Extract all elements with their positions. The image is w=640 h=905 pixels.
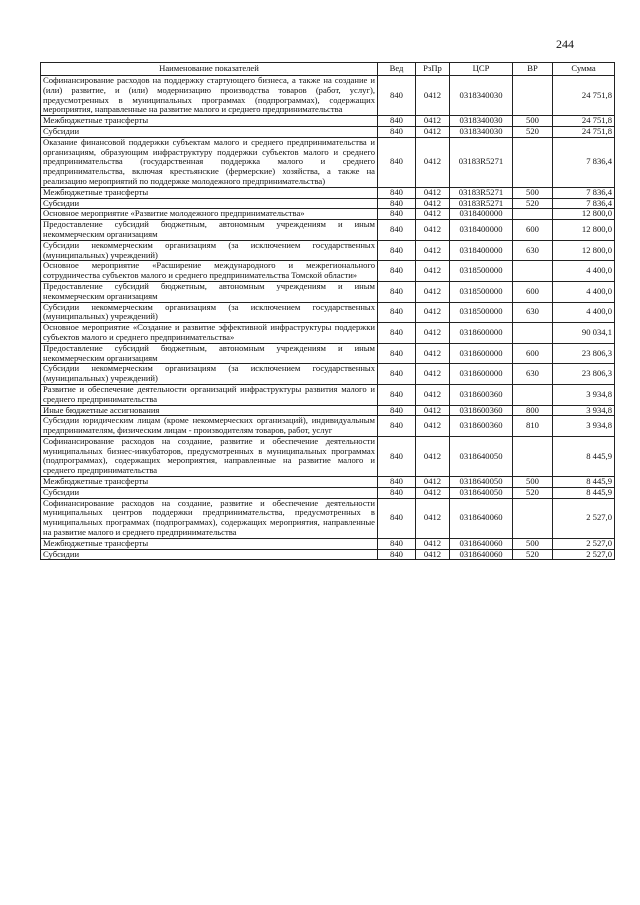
row-sum-cell: 7 836,4 xyxy=(553,187,615,198)
row-vr-cell: 500 xyxy=(513,187,553,198)
row-csr-cell: 0318340030 xyxy=(450,76,513,116)
row-csr-cell: 0318340030 xyxy=(450,126,513,137)
table-row xyxy=(41,76,615,116)
row-rzpr-cell: 0412 xyxy=(416,198,450,209)
row-csr-cell: 0318600360 xyxy=(450,405,513,416)
row-ved-cell: 840 xyxy=(378,384,416,405)
row-rzpr-cell: 0412 xyxy=(416,405,450,416)
row-name-cell: Субсидии юридическим лицам (кроме некоммерческих организаций), индивидуальным предпринимателям, физическим лицам - производителям товаров, работ, услуг xyxy=(41,416,378,437)
row-rzpr-cell: 0412 xyxy=(416,364,450,385)
row-name-cell: Основное мероприятие «Развитие молодежного предпринимательства» xyxy=(41,209,378,220)
table-row xyxy=(41,343,615,364)
row-ved-cell: 840 xyxy=(378,477,416,488)
row-ved-cell: 840 xyxy=(378,126,416,137)
row-ved-cell: 840 xyxy=(378,220,416,241)
row-sum-cell: 8 445,9 xyxy=(553,477,615,488)
row-sum-cell: 4 400,0 xyxy=(553,261,615,282)
row-csr-cell: 0318400000 xyxy=(450,220,513,241)
row-vr-cell xyxy=(513,323,553,344)
row-ved-cell: 840 xyxy=(378,436,416,476)
row-sum-cell: 3 934,8 xyxy=(553,384,615,405)
row-name-cell: Субсидии некоммерческим организациям (за исключением государственных (муниципальных) учреждений) xyxy=(41,240,378,261)
row-vr-cell: 600 xyxy=(513,343,553,364)
row-sum-cell: 8 445,9 xyxy=(553,487,615,498)
table-row xyxy=(41,416,615,437)
table-row xyxy=(41,323,615,344)
row-name-cell: Субсидии xyxy=(41,126,378,137)
table-row xyxy=(41,538,615,549)
row-sum-cell: 2 527,0 xyxy=(553,538,615,549)
row-rzpr-cell: 0412 xyxy=(416,116,450,127)
row-csr-cell: 0318640060 xyxy=(450,549,513,560)
page-number: 244 xyxy=(556,37,574,51)
row-vr-cell: 630 xyxy=(513,240,553,261)
row-vr-cell: 600 xyxy=(513,220,553,241)
row-ved-cell: 840 xyxy=(378,538,416,549)
row-rzpr-cell: 0412 xyxy=(416,384,450,405)
row-name-cell: Межбюджетные трансферты xyxy=(41,116,378,127)
row-name-cell: Предоставление субсидий бюджетным, автономным учреждениям и иным некоммерческим организациям xyxy=(41,281,378,302)
row-rzpr-cell: 0412 xyxy=(416,416,450,437)
table-row xyxy=(41,384,615,405)
table-row xyxy=(41,187,615,198)
row-name-cell: Субсидии некоммерческим организациям (за исключением государственных (муниципальных) учреждений) xyxy=(41,302,378,323)
row-sum-cell: 12 800,0 xyxy=(553,240,615,261)
row-sum-cell: 90 034,1 xyxy=(553,323,615,344)
row-vr-cell: 600 xyxy=(513,281,553,302)
row-sum-cell: 24 751,8 xyxy=(553,116,615,127)
table-row xyxy=(41,209,615,220)
row-rzpr-cell: 0412 xyxy=(416,498,450,538)
row-name-cell: Межбюджетные трансферты xyxy=(41,477,378,488)
row-sum-cell: 23 806,3 xyxy=(553,343,615,364)
row-ved-cell: 840 xyxy=(378,198,416,209)
table-row xyxy=(41,364,615,385)
row-name-cell: Иные бюджетные ассигнования xyxy=(41,405,378,416)
row-name-cell: Субсидии xyxy=(41,198,378,209)
row-name-cell: Оказание финансовой поддержки субъектам малого и среднего предпринимательства и организациям, образующим инфраструктуру поддержки субъектов малого и среднего предпринимательства (государственная поддержка малого и среднего предпринимательства, включая крестьянские (фермерские) хозяйства, а также на реализацию мероприятий по поддержке молодежного предпринимательства) xyxy=(41,137,378,187)
row-rzpr-cell: 0412 xyxy=(416,209,450,220)
table-row xyxy=(41,137,615,187)
row-csr-cell: 0318400000 xyxy=(450,240,513,261)
row-vr-cell xyxy=(513,436,553,476)
row-csr-cell: 03183R5271 xyxy=(450,198,513,209)
row-name-cell: Развитие и обеспечение деятельности организаций инфраструктуры развития малого и среднего предпринимательства xyxy=(41,384,378,405)
row-vr-cell: 500 xyxy=(513,538,553,549)
table-row xyxy=(41,302,615,323)
row-name-cell: Субсидии xyxy=(41,487,378,498)
row-name-cell: Основное мероприятие «Расширение международного и межрегионального сотрудничества субъектов малого и среднего предпринимательства Томской области» xyxy=(41,261,378,282)
row-rzpr-cell: 0412 xyxy=(416,281,450,302)
table-row xyxy=(41,405,615,416)
row-ved-cell: 840 xyxy=(378,323,416,344)
row-ved-cell: 840 xyxy=(378,261,416,282)
row-rzpr-cell: 0412 xyxy=(416,76,450,116)
row-name-cell: Софинансирование расходов на создание, развитие и обеспечение деятельности муниципальных бизнес-инкубаторов, предусмотренных в муниципальных программах (подпрограммах), содержащих мероприятия, направленные на развитие малого и среднего предпринимательства xyxy=(41,436,378,476)
row-ved-cell: 840 xyxy=(378,498,416,538)
table-row xyxy=(41,198,615,209)
col-header-vr: ВР xyxy=(513,63,553,76)
row-vr-cell: 500 xyxy=(513,477,553,488)
row-rzpr-cell: 0412 xyxy=(416,477,450,488)
row-vr-cell: 810 xyxy=(513,416,553,437)
table-row xyxy=(41,477,615,488)
row-vr-cell: 630 xyxy=(513,364,553,385)
row-ved-cell: 840 xyxy=(378,302,416,323)
row-csr-cell: 0318640050 xyxy=(450,477,513,488)
row-name-cell: Предоставление субсидий бюджетным, автономным учреждениям и иным некоммерческим организациям xyxy=(41,343,378,364)
table-row xyxy=(41,126,615,137)
row-name-cell: Межбюджетные трансферты xyxy=(41,187,378,198)
row-name-cell: Основное мероприятие «Создание и развитие эффективной инфраструктуры поддержки субъектов малого и среднего предпринимательства» xyxy=(41,323,378,344)
row-csr-cell: 0318500000 xyxy=(450,302,513,323)
row-sum-cell: 7 836,4 xyxy=(553,137,615,187)
row-csr-cell: 0318640050 xyxy=(450,487,513,498)
row-ved-cell: 840 xyxy=(378,209,416,220)
row-rzpr-cell: 0412 xyxy=(416,302,450,323)
row-csr-cell: 0318340030 xyxy=(450,116,513,127)
row-name-cell: Субсидии xyxy=(41,549,378,560)
row-sum-cell: 3 934,8 xyxy=(553,416,615,437)
row-vr-cell: 520 xyxy=(513,487,553,498)
row-rzpr-cell: 0412 xyxy=(416,126,450,137)
row-sum-cell: 24 751,8 xyxy=(553,76,615,116)
row-ved-cell: 840 xyxy=(378,240,416,261)
row-csr-cell: 0318600000 xyxy=(450,343,513,364)
row-vr-cell xyxy=(513,498,553,538)
row-sum-cell: 12 800,0 xyxy=(553,209,615,220)
row-vr-cell: 800 xyxy=(513,405,553,416)
row-csr-cell: 03183R5271 xyxy=(450,187,513,198)
col-header-rzpr: РзПр xyxy=(416,63,450,76)
row-rzpr-cell: 0412 xyxy=(416,323,450,344)
row-vr-cell: 500 xyxy=(513,116,553,127)
row-rzpr-cell: 0412 xyxy=(416,549,450,560)
row-name-cell: Субсидии некоммерческим организациям (за исключением государственных (муниципальных) учреждений) xyxy=(41,364,378,385)
row-ved-cell: 840 xyxy=(378,549,416,560)
col-header-sum: Сумма xyxy=(553,63,615,76)
row-csr-cell: 0318640060 xyxy=(450,538,513,549)
row-ved-cell: 840 xyxy=(378,76,416,116)
table-row xyxy=(41,436,615,476)
row-ved-cell: 840 xyxy=(378,343,416,364)
row-sum-cell: 4 400,0 xyxy=(553,281,615,302)
row-sum-cell: 2 527,0 xyxy=(553,498,615,538)
row-vr-cell xyxy=(513,384,553,405)
col-header-ved: Вед xyxy=(378,63,416,76)
table-row xyxy=(41,549,615,560)
row-csr-cell: 0318600000 xyxy=(450,364,513,385)
row-vr-cell: 520 xyxy=(513,549,553,560)
table-row xyxy=(41,281,615,302)
row-csr-cell: 0318400000 xyxy=(450,209,513,220)
row-rzpr-cell: 0412 xyxy=(416,187,450,198)
row-sum-cell: 2 527,0 xyxy=(553,549,615,560)
row-rzpr-cell: 0412 xyxy=(416,261,450,282)
row-ved-cell: 840 xyxy=(378,116,416,127)
row-vr-cell xyxy=(513,76,553,116)
row-ved-cell: 840 xyxy=(378,487,416,498)
row-ved-cell: 840 xyxy=(378,281,416,302)
row-csr-cell: 0318640050 xyxy=(450,436,513,476)
table-header-row xyxy=(41,63,615,76)
row-vr-cell: 630 xyxy=(513,302,553,323)
row-csr-cell: 0318600000 xyxy=(450,323,513,344)
row-rzpr-cell: 0412 xyxy=(416,436,450,476)
table-row xyxy=(41,498,615,538)
row-ved-cell: 840 xyxy=(378,187,416,198)
row-name-cell: Предоставление субсидий бюджетным, автономным учреждениям и иным некоммерческим организациям xyxy=(41,220,378,241)
row-sum-cell: 23 806,3 xyxy=(553,364,615,385)
row-csr-cell: 0318500000 xyxy=(450,261,513,282)
table-row xyxy=(41,220,615,241)
row-sum-cell: 3 934,8 xyxy=(553,405,615,416)
row-sum-cell: 24 751,8 xyxy=(553,126,615,137)
row-ved-cell: 840 xyxy=(378,137,416,187)
row-rzpr-cell: 0412 xyxy=(416,240,450,261)
row-sum-cell: 12 800,0 xyxy=(553,220,615,241)
row-sum-cell: 7 836,4 xyxy=(553,198,615,209)
col-header-name: Наименование показателей xyxy=(41,63,378,76)
row-rzpr-cell: 0412 xyxy=(416,137,450,187)
row-vr-cell xyxy=(513,137,553,187)
row-vr-cell: 520 xyxy=(513,126,553,137)
row-sum-cell: 8 445,9 xyxy=(553,436,615,476)
table-row xyxy=(41,487,615,498)
row-ved-cell: 840 xyxy=(378,364,416,385)
table-row xyxy=(41,261,615,282)
budget-table xyxy=(40,62,615,560)
row-csr-cell: 03183R5271 xyxy=(450,137,513,187)
col-header-csr: ЦСР xyxy=(450,63,513,76)
row-csr-cell: 0318600360 xyxy=(450,384,513,405)
row-vr-cell xyxy=(513,209,553,220)
table-row xyxy=(41,116,615,127)
row-csr-cell: 0318640060 xyxy=(450,498,513,538)
row-csr-cell: 0318500000 xyxy=(450,281,513,302)
table-row xyxy=(41,240,615,261)
row-name-cell: Софинансирование расходов на создание, развитие и обеспечение деятельности муниципальных центров поддержки предпринимательства, предусмотренных в муниципальных программах (подпрограммах), содержащих мероприятия, направленные на развитие малого и среднего предпринимательства xyxy=(41,498,378,538)
row-rzpr-cell: 0412 xyxy=(416,220,450,241)
row-name-cell: Софинансирование расходов на поддержку стартующего бизнеса, а также на создание и (или) развитие, и (или) модернизацию производства товаров (работ, услуг), предусмотренных в муниципальных программах (подпрограммах), содержащих мероприятия, направленные на развитие малого и среднего предпринимательства xyxy=(41,76,378,116)
row-vr-cell xyxy=(513,261,553,282)
row-csr-cell: 0318600360 xyxy=(450,416,513,437)
row-rzpr-cell: 0412 xyxy=(416,487,450,498)
row-vr-cell: 520 xyxy=(513,198,553,209)
row-rzpr-cell: 0412 xyxy=(416,343,450,364)
row-sum-cell: 4 400,0 xyxy=(553,302,615,323)
row-name-cell: Межбюджетные трансферты xyxy=(41,538,378,549)
row-rzpr-cell: 0412 xyxy=(416,538,450,549)
row-ved-cell: 840 xyxy=(378,405,416,416)
row-ved-cell: 840 xyxy=(378,416,416,437)
